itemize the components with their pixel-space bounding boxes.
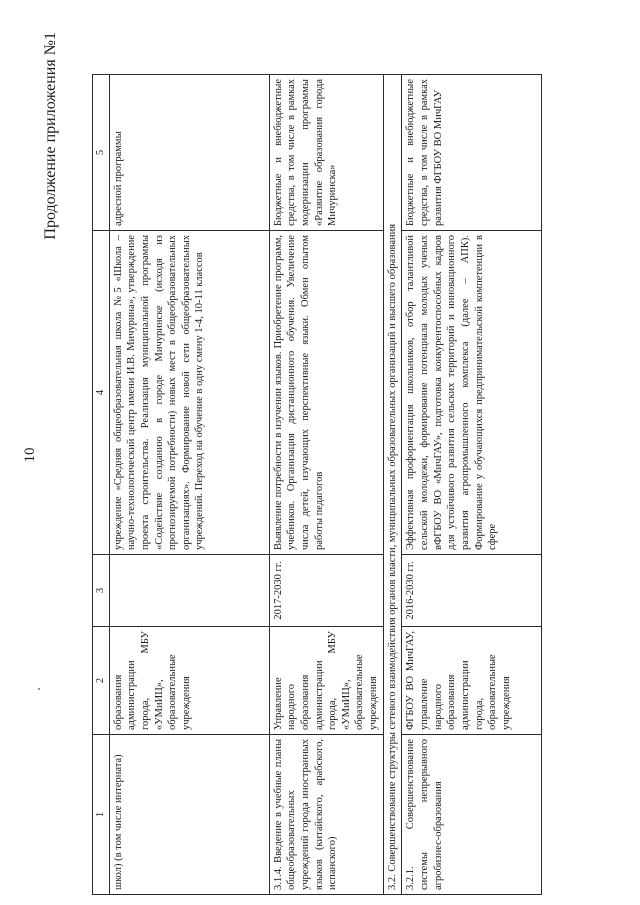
cell-funding: адресной программы xyxy=(109,75,269,231)
cell-period: 2016-2030 гг. xyxy=(402,555,542,627)
page-number: 10 xyxy=(22,447,38,463)
column-number: 3 xyxy=(93,555,110,627)
cell-result: учреждение «Средняя общеобразовательная школа №5 «Школа – научно-технологический центр имени И.В. Мичурина», утверждение проекта строительства. Реализация муниципальной программы «Содействие созданию в городе Мичуринске (исходя из прогнозируемой потребности) новых мест в общеобразовательных организациях». Формирование новой сети общеобразовательных учреждений. Переход на обучение в одну смену 1-4, 10-11 классов xyxy=(109,231,269,555)
cell-responsible: образования администрации города, МБУ «УМиИЦ», образовательные учреждения xyxy=(109,627,269,735)
column-number: 2 xyxy=(93,627,110,735)
table-row xyxy=(269,75,383,895)
cell-funding: Бюджетные и внебюджетные средства, в том числе в рамках модернизации программы «Развитие образования города Мичуринска» xyxy=(269,75,383,231)
cell-result: Эффективная профориентация школьников, отбор талантливой сельской молодежи, формирование потенциала молодых ученых вФГБОУ ВО «МичГАУ», подготовка конкурентоспособных кадров для устойчивого развития сельских территорий и инновационного развития агропромышленного комплекса (далее – АПК). Формирование у обучающихся предпринимательской компетенции в сфере xyxy=(402,231,542,555)
column-number-row xyxy=(93,75,110,895)
cell-measure: школ) (в том числе интерната) xyxy=(109,735,269,895)
column-number: 1 xyxy=(93,735,110,895)
column-number: 5 xyxy=(93,75,110,231)
cell-result: Выявление потребности в изучении языков. Приобретение программ, учебников. Организация дистанционного обучения. Увеличение числа детей, изучающих перспективные языки. Обмен опытом работы педагогов xyxy=(269,231,383,555)
cell-responsible: Управление народного образования администрации города, МБУ «УМиИЦ», образовательные учреждения xyxy=(269,627,383,735)
scan-artifact-dot xyxy=(38,688,40,690)
cell-measure: 3.1.4. Введение в учебные планы общеобразовательных учреждений города иностранных языков (китайского, арабского, испанского) xyxy=(269,735,383,895)
cell-responsible: ФГБОУ ВО МичГАУ, управление народного образования администрации города, образовательные учреждения xyxy=(402,627,542,735)
table-row xyxy=(109,75,269,895)
column-number: 4 xyxy=(93,231,110,555)
cell-period: 2017-2030 гг. xyxy=(269,555,383,627)
section-heading: 3.2. Совершенствование структуры сетевого взаимодействия органов власти, муниципальных образовательных организаций и высшего образования xyxy=(383,75,402,895)
cell-funding: Бюджетные и внебюджетные средства, в том числе в рамках развития ФГБОУ ВО МичГАУ xyxy=(402,75,542,231)
cell-period xyxy=(109,555,269,627)
table-row xyxy=(402,75,542,895)
plan-table xyxy=(92,74,542,895)
appendix-title: Продолжение приложения №1 xyxy=(42,32,59,240)
cell-measure: 3.2.1. Совершенствование системы непрерывного агробизнес-образования xyxy=(402,735,542,895)
section-heading-row xyxy=(383,75,402,895)
